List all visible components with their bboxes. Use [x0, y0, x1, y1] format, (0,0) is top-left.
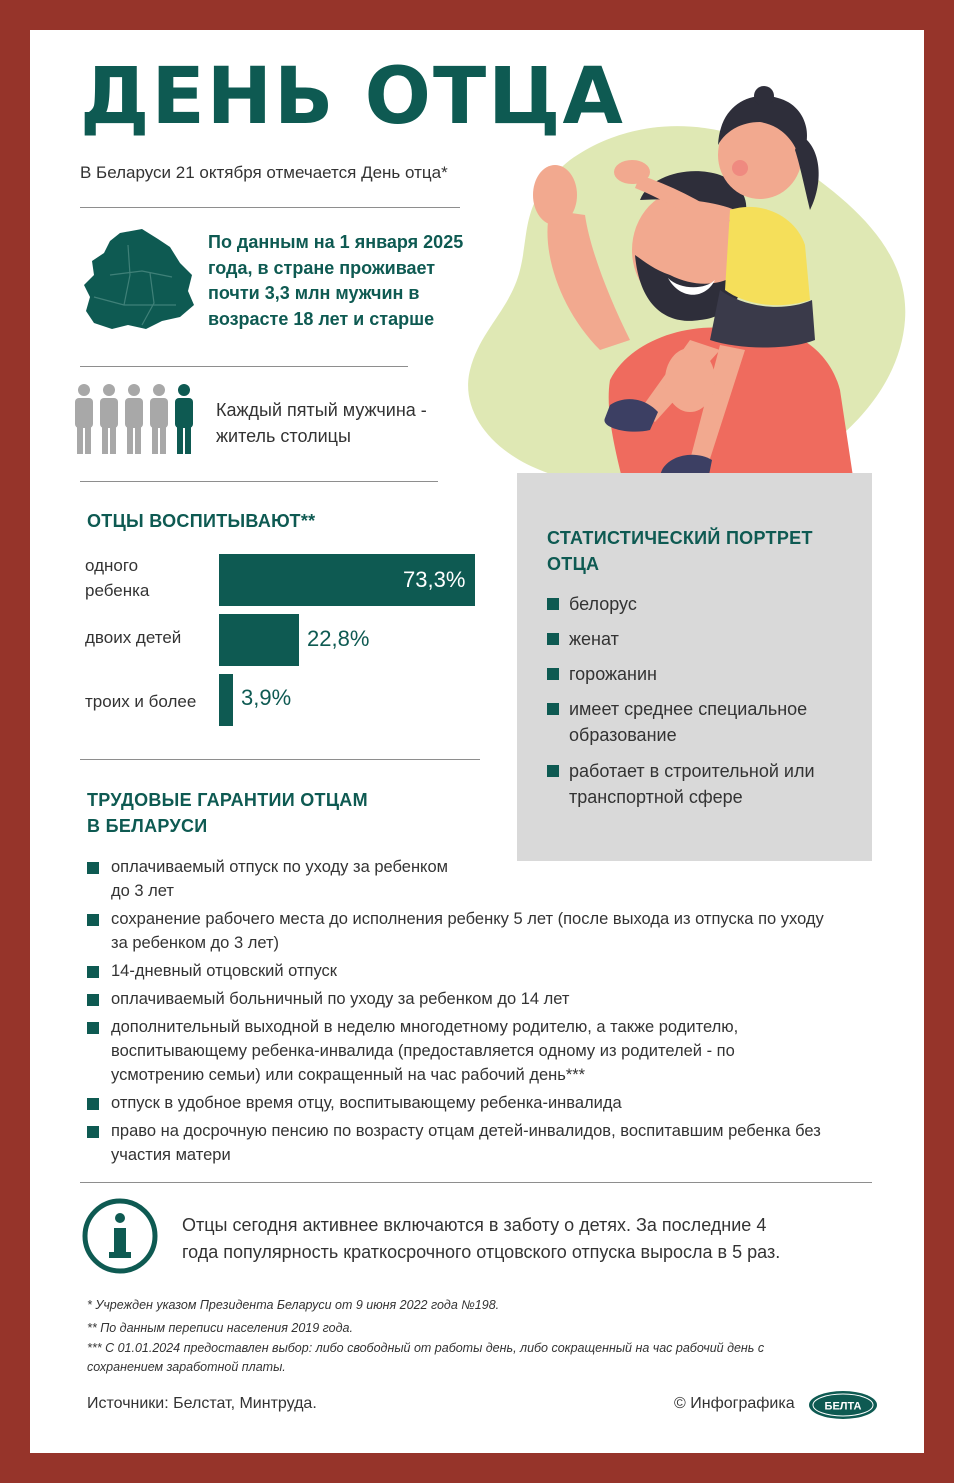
bar-label-line: ребенка	[85, 580, 150, 600]
bullet-square-icon	[87, 1022, 99, 1034]
guarantee-item	[87, 856, 901, 904]
portrait-item	[547, 696, 869, 748]
portrait-item-text: женат	[569, 629, 619, 649]
divider	[80, 1182, 872, 1183]
people-icon	[72, 382, 197, 462]
footnote: ** По данным переписи населения 2019 года.	[87, 1321, 353, 1335]
capital-line: Каждый пятый мужчина -	[216, 400, 427, 420]
population-line: года, в стране проживает	[208, 257, 436, 278]
bar-two-children	[219, 614, 299, 666]
guarantee-text: воспитывающему ребенка-инвалида (предоставляется одному из родителей - по	[111, 1041, 735, 1060]
chart-heading: ОТЦЫ ВОСПИТЫВАЮТ**	[87, 511, 316, 531]
portrait-item-text: горожанин	[569, 664, 657, 684]
population-line: По данным на 1 января 2025	[208, 232, 464, 252]
population-text	[208, 230, 508, 332]
bar-value-three-plus: 3,9%	[241, 685, 292, 710]
portrait-item	[547, 758, 869, 810]
portrait-heading-line: ОТЦА	[547, 554, 600, 575]
bullet-square-icon	[547, 765, 559, 777]
portrait-item	[547, 591, 869, 617]
sources-text: Источники: Белстат, Минтруда.	[87, 1395, 317, 1412]
guarantees-heading	[87, 787, 368, 839]
portrait-panel	[517, 473, 872, 861]
bullet-square-icon	[87, 862, 99, 874]
info-line: Отцы сегодня активнее включаются в заботу о детях. За последние 4	[182, 1215, 767, 1235]
capital-fact	[216, 397, 427, 449]
guarantee-item	[87, 1092, 901, 1116]
guarantee-item	[87, 988, 901, 1012]
capital-line: житель столицы	[216, 426, 351, 447]
guarantees-heading-line: ТРУДОВЫЕ ГАРАНТИИ ОТЦАМ	[87, 790, 368, 810]
divider	[80, 207, 460, 208]
guarantee-text: за ребенком до 3 лет)	[111, 933, 280, 952]
guarantee-text: усмотрению семьи) или сокращенный на час рабочий день***	[111, 1065, 586, 1084]
guarantee-text: оплачиваемый больничный по уходу за ребенком до 14 лет	[111, 990, 570, 1008]
bar-value-one-child: 73,3%	[403, 567, 466, 592]
page-title: ДЕНЬ ОТЦА	[80, 52, 625, 142]
portrait-item	[547, 661, 869, 687]
footnote: *** С 01.01.2024 предоставлен выбор: либо свободный от работы день, либо сокращенный на час рабочий день с	[87, 1341, 765, 1355]
guarantee-text: сохранение рабочего места до исполнения ребенку 5 лет (после выхода из отпуска по уходу	[111, 910, 824, 928]
divider	[80, 481, 438, 482]
bullet-square-icon	[547, 598, 559, 610]
page-subtitle: В Беларуси 21 октября отмечается День отца*	[80, 163, 448, 182]
portrait-item-text: белорус	[569, 594, 637, 614]
guarantee-item	[87, 908, 901, 956]
belta-logo-text: БЕЛТА	[824, 1400, 862, 1413]
guarantee-text: право на досрочную пенсию по возрасту отцам детей-инвалидов, воспитавшим ребенка без	[111, 1122, 821, 1140]
info-icon	[80, 1196, 160, 1276]
guarantee-text: до 3 лет	[111, 881, 174, 900]
bar-label-line: одного	[85, 556, 139, 575]
portrait-item-text: работает в строительной или	[569, 761, 815, 781]
bullet-square-icon	[87, 1126, 99, 1138]
guarantee-text: участия матери	[111, 1145, 231, 1164]
population-line: возрасте 18 лет и старше	[208, 308, 435, 329]
population-line: почти 3,3 млн мужчин в	[208, 283, 420, 304]
guarantee-item	[87, 1016, 901, 1088]
portrait-item	[547, 626, 869, 652]
bar-three-plus	[219, 674, 233, 726]
infographic-page	[30, 30, 924, 1453]
bar-label-one-child	[85, 554, 149, 603]
bullet-square-icon	[87, 914, 99, 926]
bullet-square-icon	[87, 966, 99, 978]
divider	[80, 759, 480, 760]
guarantees-heading-line: В БЕЛАРУСИ	[87, 816, 208, 837]
bullet-square-icon	[547, 668, 559, 680]
guarantee-text: отпуск в удобное время отцу, воспитывающему ребенка-инвалида	[111, 1094, 622, 1112]
belta-logo	[808, 1390, 878, 1420]
guarantee-item	[87, 960, 901, 984]
bar-label-three-plus: троих и более	[85, 692, 197, 711]
guarantee-text: 14-дневный отцовский отпуск	[111, 962, 338, 980]
guarantee-text: оплачиваемый отпуск по уходу за ребенком	[111, 858, 448, 876]
divider	[80, 366, 408, 367]
portrait-heading	[547, 525, 813, 577]
guarantee-text: дополнительный выходной в неделю многодетному родителю, а также родителю,	[111, 1018, 739, 1036]
bar-label-two-children: двоих детей	[85, 628, 182, 647]
footnote: сохранением заработной платы.	[87, 1360, 286, 1374]
portrait-item-text: образование	[569, 725, 677, 746]
info-line: года популярность краткосрочного отцовского отпуска выросла в 5 раз.	[182, 1242, 781, 1262]
bullet-square-icon	[547, 633, 559, 645]
belarus-map-icon	[80, 225, 200, 335]
bullet-square-icon	[87, 1098, 99, 1110]
copyright-text: © Инфографика	[674, 1395, 795, 1412]
portrait-heading-line: СТАТИСТИЧЕСКИЙ ПОРТРЕТ	[547, 528, 813, 548]
bullet-square-icon	[87, 994, 99, 1006]
info-text	[182, 1212, 872, 1266]
guarantee-item	[87, 1120, 901, 1168]
portrait-item-text: имеет среднее специальное	[569, 699, 808, 719]
portrait-item-text: транспортной сфере	[569, 787, 743, 808]
footnote: * Учрежден указом Президента Беларуси от 9 июня 2022 года №198.	[87, 1298, 500, 1312]
bar-value-two-children: 22,8%	[307, 626, 370, 651]
bullet-square-icon	[547, 703, 559, 715]
